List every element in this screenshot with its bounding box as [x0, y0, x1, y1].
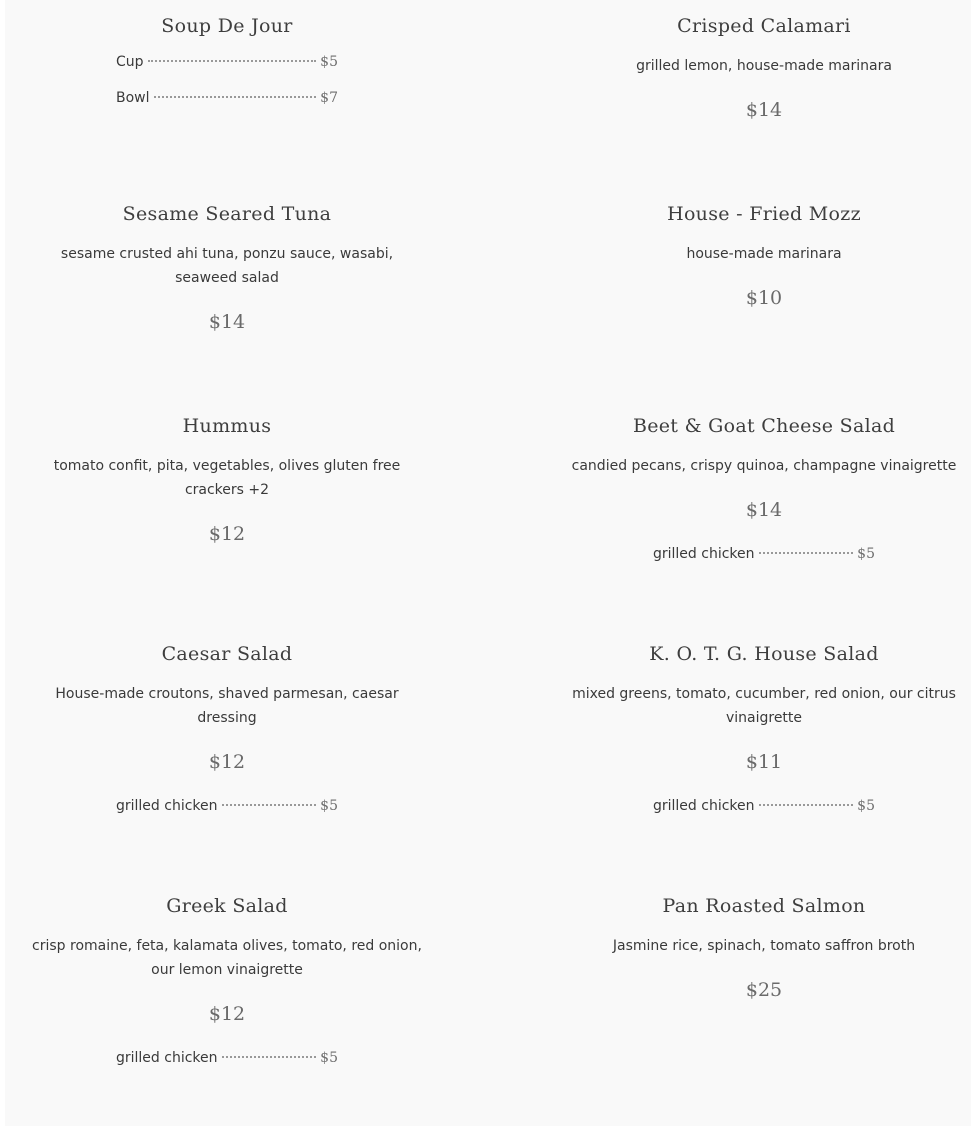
- item-price: $11: [745, 751, 783, 773]
- addon-grilled-chicken: [653, 794, 875, 818]
- item-title: House - Fried Mozz: [667, 203, 861, 225]
- item-description: House-made croutons, shaved parmesan, caesar dressing: [55, 686, 399, 726]
- item-description: candied pecans, crispy quinoa, champagne vinaigrette: [571, 458, 957, 474]
- addon-name: grilled chicken: [653, 798, 755, 814]
- menu-item-hummus: [27, 414, 427, 546]
- leader-dots: [222, 803, 317, 806]
- leader-dots: [759, 551, 854, 554]
- item-title: K. O. T. G. House Salad: [649, 643, 879, 665]
- addon-grilled-chicken: [116, 794, 338, 818]
- item-price: $14: [208, 311, 246, 333]
- item-description: Jasmine rice, spinach, tomato saffron broth: [612, 938, 916, 954]
- item-price: $12: [208, 1003, 246, 1025]
- item-price: $10: [745, 287, 783, 309]
- item-description: mixed greens, tomato, cucumber, red onion, our citrus vinaigrette: [572, 686, 956, 726]
- item-description: tomato confit, pita, vegetables, olives gluten free crackers +2: [53, 458, 401, 498]
- menu-item-house-salad: [564, 642, 964, 818]
- size-name: Bowl: [116, 90, 150, 106]
- addon-price: $5: [320, 1050, 338, 1066]
- item-price: $25: [745, 979, 783, 1001]
- addon-grilled-chicken: [653, 542, 875, 566]
- size-price: $5: [320, 54, 338, 70]
- menu-item-salmon: [564, 894, 964, 1002]
- item-title: Hummus: [182, 415, 272, 437]
- item-title: Crisped Calamari: [677, 15, 851, 37]
- menu-item-calamari: [564, 14, 964, 122]
- size-option-bowl: [116, 86, 338, 110]
- addon-price: $5: [320, 798, 338, 814]
- addon-price: $5: [857, 546, 875, 562]
- item-title: Pan Roasted Salmon: [662, 895, 866, 917]
- leader-dots: [222, 1055, 317, 1058]
- addon-name: grilled chicken: [116, 798, 218, 814]
- leader-dots: [154, 95, 317, 98]
- size-name: Cup: [116, 54, 144, 70]
- item-description: sesame crusted ahi tuna, ponzu sauce, wasabi, seaweed salad: [60, 246, 394, 286]
- item-description: crisp romaine, feta, kalamata olives, tomato, red onion, our lemon vinaigrette: [32, 938, 422, 978]
- leader-dots: [759, 803, 854, 806]
- item-price: $12: [208, 751, 246, 773]
- item-title: Caesar Salad: [161, 643, 293, 665]
- menu-page: [5, 0, 971, 1126]
- item-price: $14: [745, 99, 783, 121]
- menu-item-greek-salad: [27, 894, 427, 1070]
- menu-item-beet-salad: [564, 414, 964, 566]
- item-price: $14: [745, 499, 783, 521]
- addon-name: grilled chicken: [653, 546, 755, 562]
- menu-item-tuna: [27, 202, 427, 334]
- leader-dots: [148, 59, 317, 62]
- size-price: $7: [320, 90, 338, 106]
- addon-grilled-chicken: [116, 1046, 338, 1070]
- menu-item-mozz: [564, 202, 964, 310]
- item-title: Soup De Jour: [161, 15, 293, 37]
- menu-item-caesar: [27, 642, 427, 818]
- item-description: house-made marinara: [686, 246, 842, 262]
- addon-name: grilled chicken: [116, 1050, 218, 1066]
- addon-price: $5: [857, 798, 875, 814]
- size-option-cup: [116, 50, 338, 74]
- item-title: Beet & Goat Cheese Salad: [632, 415, 896, 437]
- item-title: Greek Salad: [166, 895, 288, 917]
- item-description: grilled lemon, house-made marinara: [636, 58, 892, 74]
- item-title: Sesame Seared Tuna: [122, 203, 332, 225]
- menu-item-soup: [27, 14, 427, 110]
- item-price: $12: [208, 523, 246, 545]
- size-options: [116, 50, 338, 110]
